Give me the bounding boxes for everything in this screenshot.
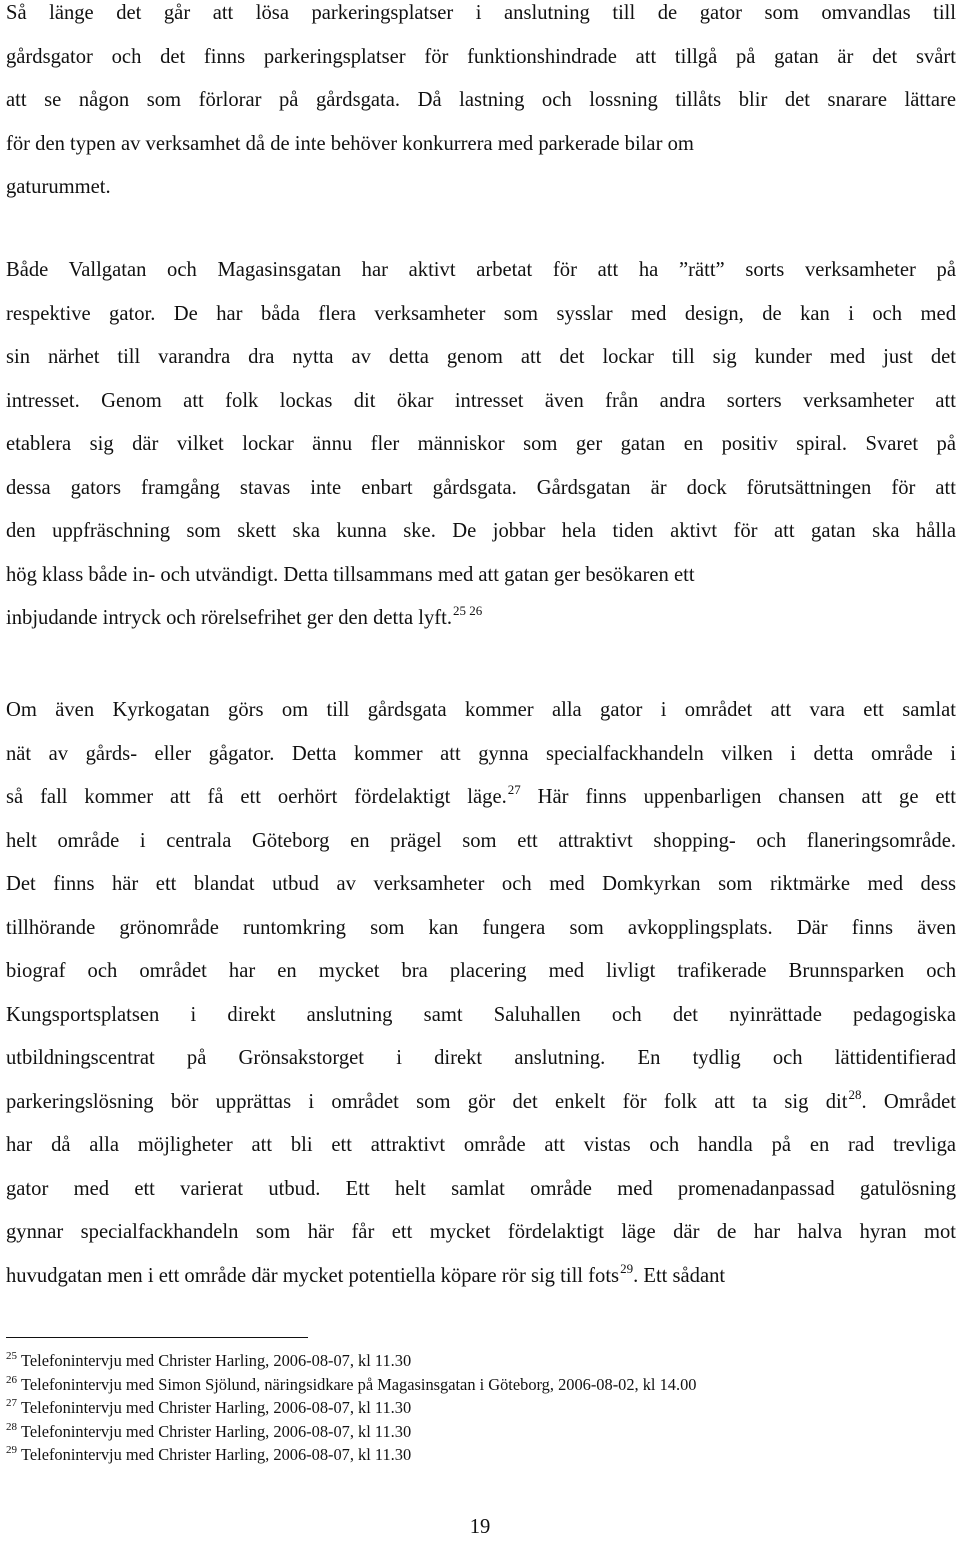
text-line: dessa gators framgång stavas inte enbart gårdsgata. Gårdsgatan är dock förutsättningen för att — [6, 476, 956, 499]
text-line: Det finns här ett blandat utbud av verksamheter och med Domkyrkan som riktmärke med dess — [6, 873, 956, 895]
footnote-number: 27 — [6, 1397, 17, 1409]
text-line: Så länge det går att lösa parkeringsplatser i anslutning till de gator som omvandlas till — [6, 2, 956, 24]
text-line: att se någon som förlorar på gårdsgata. Då lastning och lossning tillåts blir det snarare lättare — [6, 89, 956, 111]
page-number: 19 — [469, 1516, 491, 1538]
footnote — [6, 1396, 956, 1420]
text-line: hög klass både in- och utvändigt. Detta tillsammans med att gatan ger besökaren ett — [6, 563, 695, 586]
footnote-separator — [6, 1337, 308, 1338]
footnote-reference[interactable]: 25 26 — [453, 603, 483, 618]
text-line: nät av gårds- eller gågator. Detta kommer att gynna specialfackhandeln vilken i detta område i — [6, 742, 956, 765]
footnote — [6, 1373, 956, 1397]
text-segment: inbjudande intryck och rörelsefrihet ger den detta lyft. — [6, 607, 453, 629]
paragraph-1 — [6, 0, 956, 210]
footnote-text: Telefonintervju med Christer Harling, 2006-08-07, kl 11.30 — [21, 1351, 412, 1370]
paragraph-2 — [6, 249, 956, 641]
text-line: gator med ett varierat utbud. Ett helt samlat område med promenadanpassad gatulösning — [6, 1177, 956, 1200]
footnote — [6, 1349, 956, 1373]
text-line: tillhörande grönområde runtomkring som kan fungera som avkopplingsplats. Där finns även — [6, 916, 956, 939]
text-line: intresset. Genom att folk lockas dit ökar intresset även från andra sorters verksamheter att — [6, 389, 956, 412]
text-segment: Här finns uppenbarligen chansen att ge ett — [520, 786, 956, 808]
text-line: Både Vallgatan och Magasinsgatan har aktivt arbetat för att ha ”rätt” sorts verksamheter på — [6, 259, 956, 281]
text-segment: . Området — [861, 1090, 956, 1113]
footnote — [6, 1420, 956, 1444]
text-line: gynnar specialfackhandeln som här får ett mycket fördelaktigt läge där de har halva hyran mot — [6, 1221, 956, 1243]
text-line: biograf och området har en mycket bra placering med livligt trafikerade Brunnsparken och — [6, 960, 956, 982]
footnote-text: Telefonintervju med Christer Harling, 2006-08-07, kl 11.30 — [21, 1421, 412, 1441]
text-segment: huvudgatan men i ett område där mycket potentiella köpare rör sig till fots — [6, 1264, 620, 1287]
text-line: för den typen av verksamhet då de inte behöver konkurrera med parkerade bilar om — [6, 132, 694, 155]
footnote-text: Telefonintervju med Simon Sjölund, näringsidkare på Magasinsgatan i Göteborg, 2006-08-02, kl 14.00 — [21, 1374, 697, 1394]
text-line: Kungsportsplatsen i direkt anslutning samt Saluhallen och det nyinrättade pedagogiska — [6, 1003, 956, 1026]
footnote-text: Telefonintervju med Christer Harling, 2006-08-07, kl 11.30 — [21, 1398, 412, 1417]
text-line — [6, 597, 956, 641]
footnote-reference[interactable]: 27 — [507, 782, 521, 797]
text-line: sin närhet till varandra dra nytta av detta genom att det lockar till sig kunder med just det — [6, 346, 956, 368]
text-line — [6, 1255, 956, 1299]
text-segment: . Ett sådant — [633, 1264, 726, 1287]
text-line: Om även Kyrkogatan görs om till gårdsgata kommer alla gator i området att vara ett samlat — [6, 699, 956, 721]
footnote-number: 28 — [6, 1420, 17, 1433]
text-line: etablera sig där vilket lockar ännu fler människor som ger gatan en positiv spiral. Svaret på — [6, 433, 956, 455]
footnote-text: Telefonintervju med Christer Harling, 2006-08-07, kl 11.30 — [21, 1445, 412, 1464]
footnotes — [6, 1349, 956, 1467]
footnote-number: 29 — [6, 1444, 17, 1456]
footnote — [6, 1443, 956, 1467]
footnote-reference[interactable]: 29 — [620, 1260, 634, 1276]
text-line: helt område i centrala Göteborg en prägel som ett attraktivt shopping- och flaneringsområde. — [6, 829, 956, 852]
text-line: gaturummet. — [6, 176, 111, 198]
text-line: den uppfräschning som skett ska kunna ske. De jobbar hela tiden aktivt för att gatan ska hålla — [6, 520, 956, 542]
text-segment: så fall kommer att få ett oerhört fördelaktigt läge. — [6, 786, 507, 808]
text-segment: parkeringslösning bör upprättas i området som gör det enkelt för folk att ta sig dit — [6, 1090, 848, 1113]
text-line — [6, 1081, 956, 1125]
paragraph-3 — [6, 689, 956, 1298]
text-line: har då alla möjligheter att bli ett attraktivt område att vistas och handla på en rad trevliga — [6, 1134, 956, 1156]
text-line — [6, 776, 956, 820]
text-line: utbildningscentrat på Grönsakstorget i direkt anslutning. En tydlig och lättidentifierad — [6, 1047, 956, 1069]
text-line: gårdsgator och det finns parkeringsplatser för funktionshindrade att tillgå på gatan är det svårt — [6, 45, 956, 68]
text-line: respektive gator. De har båda flera verksamheter som sysslar med design, de kan i och med — [6, 302, 956, 325]
footnote-number: 26 — [6, 1373, 17, 1386]
footnote-reference[interactable]: 28 — [848, 1086, 862, 1102]
footnote-number: 25 — [6, 1350, 17, 1362]
